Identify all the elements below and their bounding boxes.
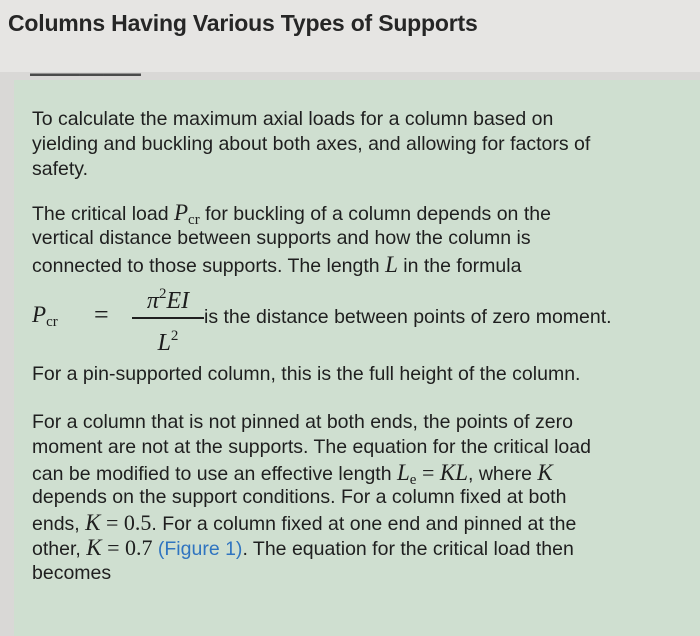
length-symbol: L [385,252,398,277]
para2-line-1: For a column that is not pinned at both ends, the points of zero [32,411,573,433]
instructions-panel [14,80,700,636]
formula-equals: = [94,300,109,329]
clipped-heading-text: ▁▁▁▁▁▁▁▁▁ [30,66,141,76]
kl-symbol: KL [439,460,468,485]
formula-lhs: $P_{cr}$ [32,302,58,330]
para2-line-4: depends on the support conditions. For a column fixed at both [32,486,567,508]
para1-line-3: connected to those supports. The length L in the formula [32,252,522,277]
para2-line-7: becomes [32,562,112,584]
critical-load-formula [32,280,232,356]
effective-length-symbol: $L_e$ [396,460,417,488]
formula-denominator: $L^2$ [157,327,179,356]
fraction-bar [132,317,204,319]
pcr-symbol: $P_{cr}$ [173,200,200,228]
intro-line-3: safety. [32,158,88,180]
para2-line-6: other, K = 0.7 (Figure 1). The equation for the critical load then [32,535,574,560]
clipped-section-heading [30,66,180,78]
page-title: Columns Having Various Types of Supports [8,10,478,36]
intro-line-1: To calculate the maximum axial loads for a column based on [32,108,554,130]
para2-line-2: moment are not at the supports. The equation for the critical load [32,436,591,458]
formula-fraction [128,280,208,357]
para2-line-3: can be modified to use an effective length $L_e$ = KL, where K [32,460,553,488]
para1-line-4: is the distance between points of zero moment. [204,306,612,328]
para1-line-1: The critical load $P_{cr}$ for buckling of a column depends on the [32,200,551,228]
para2-line-5: ends, K = 0.5. For a column fixed at one end and pinned at the [32,510,577,535]
formula-numerator: $\pi^2EI$ [146,286,190,314]
para1-line-5: For a pin-supported column, this is the full height of the column. [32,363,581,385]
k-symbol: K [537,460,553,485]
intro-line-2: yielding and buckling about both axes, and allowing for factors of [32,133,591,155]
figure-1-link[interactable]: (Figure 1) [157,538,243,560]
para1-line-2: vertical distance between supports and how the column is [32,227,531,249]
page-header [0,0,700,72]
